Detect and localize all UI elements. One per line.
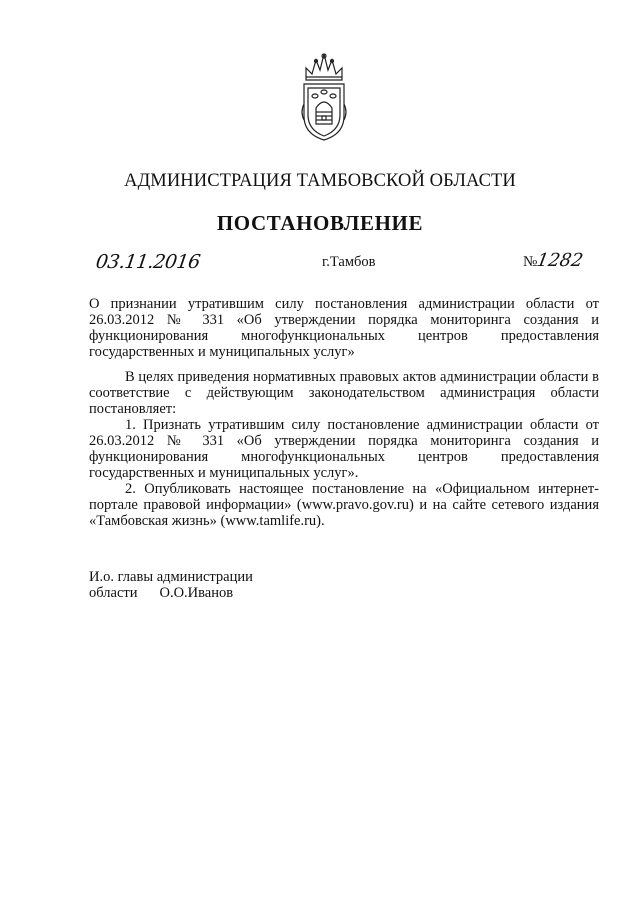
coat-of-arms-icon — [296, 50, 352, 144]
signer-title-line2-row — [89, 585, 253, 601]
document-number — [523, 250, 583, 271]
signer-name: О.О.Иванов — [159, 585, 234, 601]
document-type-title: ПОСТАНОВЛЕНИЕ — [216, 211, 424, 235]
signer-title-line2: области — [89, 585, 138, 601]
body-preamble: В целях приведения нормативных правовых актов администрации области в соответствие с действующим законодательством администрация области постановляет: — [89, 369, 599, 417]
document-number-value: 1282 — [535, 250, 585, 271]
document-date: 03.11.2016 — [94, 251, 202, 273]
body-item-1: 1. Признать утратившим силу постановление администрации области от 26.03.2012 № 331 «Об утверждении порядка мониторинга создания и функционирования многофункциональных центров предоставления государственных и муниципальных услуг». — [89, 417, 599, 481]
signer-title-line1: И.о. главы администрации — [89, 569, 253, 585]
document-subject: О признании утратившим силу постановления администрации области от 26.03.2012 № 331 «Об утверждении порядка мониторинга создания и функционирования многофункциональных центров предоставления государственных и муниципальных услуг» — [89, 296, 599, 360]
document-city: г.Тамбов — [322, 254, 376, 270]
organization-name: АДМИНИСТРАЦИЯ ТАМБОВСКОЙ ОБЛАСТИ — [124, 171, 516, 191]
signature-block — [89, 569, 253, 601]
document-body — [89, 369, 599, 529]
body-item-2: 2. Опубликовать настоящее постановление на «Официальном интернет-портале правовой информации» (www.pravo.gov.ru) и на сайте сетевого издания «Тамбовская жизнь» (www.tamlife.ru). — [89, 481, 599, 529]
number-sign: № — [523, 254, 538, 270]
